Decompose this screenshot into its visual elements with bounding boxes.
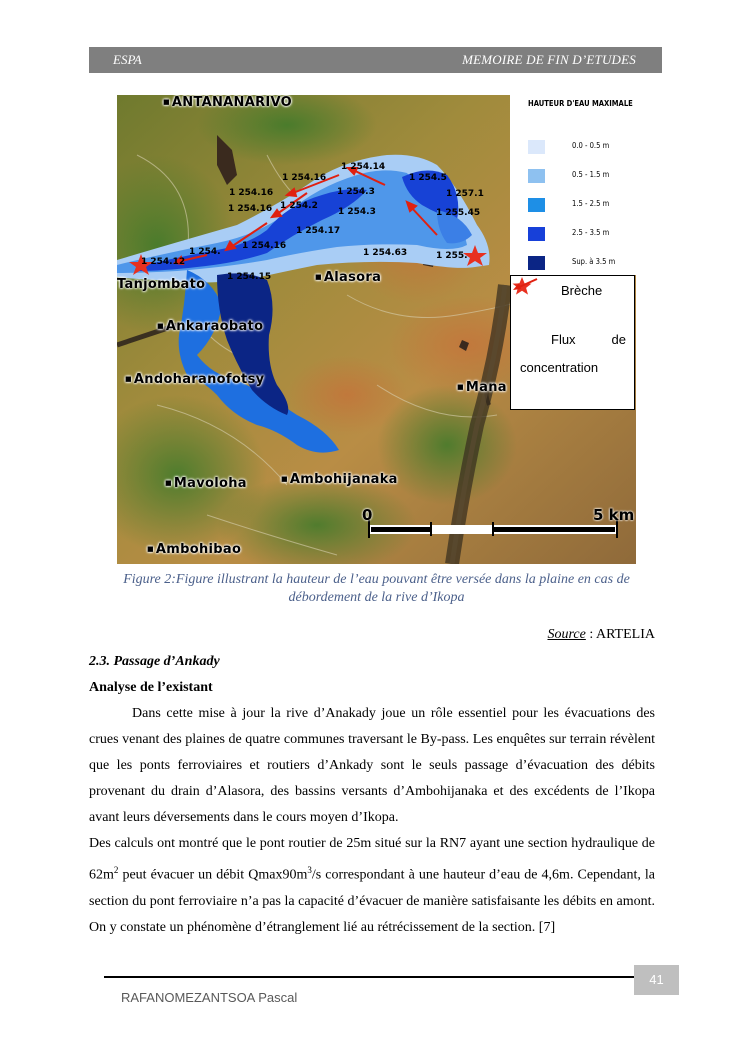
legend-swatch (528, 227, 545, 241)
figure-source (547, 627, 655, 643)
place-ambohibao: ■ Ambohibao (147, 542, 241, 557)
key-flux-label: Flux (551, 332, 576, 347)
water-level-label: 1 254.3 (338, 207, 376, 217)
symbol-key (510, 275, 635, 410)
key-de-label: de (611, 332, 626, 347)
water-level-label: 1 254.16 (282, 173, 327, 183)
water-level-label: 1 254.17 (296, 226, 341, 236)
footer-author: RAFANOMEZANTSOA Pascal (121, 990, 298, 1005)
header-bar (89, 47, 662, 73)
place-mavoloha: ■ Mavoloha (165, 476, 247, 491)
paragraph-2-text: peut évacuer un débit Qmax90m (118, 867, 308, 883)
legend-item (528, 256, 628, 270)
page-number: 41 (649, 972, 664, 987)
scale-start-label: 0 (362, 506, 373, 524)
header-school: ESPA (113, 52, 142, 67)
page-number-box (634, 965, 679, 995)
legend-title: HAUTEUR D'EAU MAXIMALE (528, 99, 633, 108)
legend-label: 2.5 - 3.5 m (572, 228, 610, 237)
legend-swatch (528, 140, 545, 154)
legend-label: Sup. à 3.5 m (572, 257, 616, 266)
place-alasora: ■ Alasora (315, 270, 381, 285)
legend-item (528, 227, 628, 241)
legend-swatch (528, 169, 545, 183)
water-level-label: 1 254.16 (242, 241, 287, 251)
key-breche-label: Brèche (561, 283, 603, 298)
water-level-label: 1 254.16 (228, 204, 273, 214)
section-title: 2.3. Passage d’Ankady (89, 654, 220, 669)
water-level-label: 1 254.3 (337, 187, 375, 197)
header-doc-title: MEMOIRE DE FIN D’ETUDES (462, 52, 636, 67)
place-tanjombato: Tanjombato (117, 277, 206, 292)
paragraph-2 (89, 831, 655, 941)
place-antananarivo: ■ ANTANANARIVO (163, 95, 292, 110)
paragraph-1: Dans cette mise à jour la rive d’Anakady joue un rôle essentiel pour les évacuations des crues venant des plaines de quatre communes traversant le By-pass. Les enquêtes sur terrain révèlent que les ponts ferroviaires et routiers d’Ankady sont le seuls passage d’évacuation des débits provenant du drain d’Alasora, des bassins versants d’Ambohijanaka et des excédents de l’Ikopa avant leurs déversements dans le cours moyen d’Ikopa. (89, 706, 655, 825)
water-level-label: 1 255. (436, 251, 468, 261)
paragraph-2-text: Des calculs ont montré que le pont routier de 25m situé sur la RN7 ayant une section hydraulique de 62m (89, 836, 655, 883)
water-level-label: 1 254.15 (227, 272, 272, 282)
legend-label: 0.0 - 0.5 m (572, 141, 610, 150)
figure-caption: Figure 2:Figure illustrant la hauteur de l’eau pouvant être versée dans la plaine en cas de débordement de la rive d’Ikopa (123, 572, 630, 605)
footer-divider (104, 976, 634, 978)
legend-swatch (528, 256, 545, 270)
water-level-label: 1 254.2 (280, 201, 318, 211)
place-ankaraobato: ■ Ankaraobato (157, 319, 263, 334)
water-level-label: 1 254.14 (341, 162, 386, 172)
scale-end-label: 5 km (593, 506, 635, 524)
legend-swatch (528, 198, 545, 212)
sub-title: Analyse de l’existant (89, 680, 213, 695)
water-level-label: 1 255.45 (436, 208, 481, 218)
arrow-icon (511, 276, 539, 292)
map-legend (510, 95, 636, 275)
paragraph-2-text: /s correspondant à une hauteur d’eau de 4,6m. Cependant, la section du pont ferroviaire n’a pas la capacité d’évacuer de manière satisfaisante les débits en amont. On y constate un phénomène d’étranglement lié au rétrécissement de la section. [7] (89, 867, 656, 935)
source-label: Source (547, 627, 586, 642)
place-ambohijanaka: ■ Ambohijanaka (281, 472, 398, 487)
key-concentration-label: concentration (520, 360, 599, 375)
water-level-label: 1 254.5 (409, 173, 447, 183)
flood-map-figure (117, 95, 636, 564)
legend-label: 0.5 - 1.5 m (572, 170, 610, 179)
legend-item (528, 198, 628, 212)
source-separator: : (585, 627, 596, 642)
water-level-label: 1 254. (189, 247, 221, 257)
place-andoharanofotsy: ■ Andoharanofotsy (125, 372, 264, 387)
source-value: ARTELIA (595, 627, 655, 642)
superscript: 2 (113, 865, 119, 875)
water-level-label: 1 254.12 (141, 257, 186, 267)
place-mana: ■ Mana (457, 380, 507, 395)
legend-item (528, 140, 628, 154)
water-level-label: 1 257.1 (446, 189, 484, 199)
legend-item (528, 169, 628, 183)
superscript: 3 (307, 865, 312, 875)
legend-label: 1.5 - 2.5 m (572, 199, 610, 208)
water-level-label: 1 254.63 (363, 248, 408, 258)
water-level-label: 1 254.16 (229, 188, 274, 198)
